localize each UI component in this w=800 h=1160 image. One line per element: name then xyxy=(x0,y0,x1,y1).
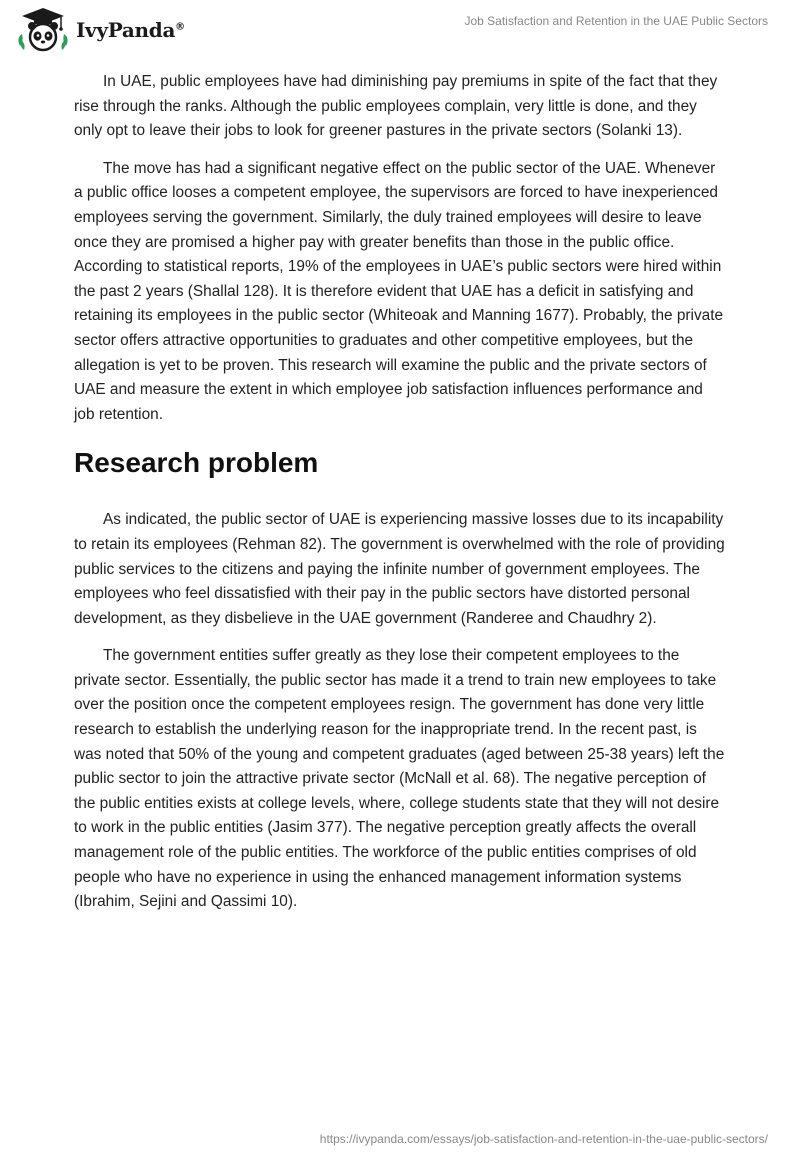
paragraph: In UAE, public employees have had diminishing pay premiums in spite of the fact that they rise through the ranks. Although the public employees complain, very little is done, and they only opt to leave their jobs to look for greener pastures in the private sectors (Solanki 13). xyxy=(74,73,718,140)
paragraph: The government entities suffer greatly as they lose their competent employees to the private sector. Essentially, the public sector has made it a trend to train new employees to take over the position once the competent employees resign. The government has done very little research to establish the underlying reason for the inappropriate trend. In the recent past, is was noted that 50% of the young and competent graduates (aged between 25-38 years) left the public sector to join the attractive private sector (McNall et al. 68). The negative perception of the public entities exists at college levels, where, college students state that they will not desire to work in the public entities (Jasim 377). The negative perception greatly affects the overall management role of the public entities. The workforce of the public entities comprises of old people who have no experience in using the enhanced management information systems (Ibrahim, Sejini and Qassimi 10). xyxy=(74,647,725,911)
panda-logo-icon xyxy=(14,6,72,54)
section-heading: Research problem xyxy=(74,447,319,479)
essay-content xyxy=(74,70,726,928)
logo-name: IvyPanda xyxy=(76,18,176,42)
paragraph: As indicated, the public sector of UAE is experiencing massive losses due to its incapability to retain its employees (Rehman 82). The government is overwhelmed with the role of providing public services to the citizens and paying the infinite number of government employees. The employees who feel dissatisfied with their pay in the public sectors have distorted personal development, as they disbelieve in the UAE government (Randeree and Chaudhry 2). xyxy=(74,511,725,627)
logo-registered-mark: ® xyxy=(175,21,185,33)
source-url[interactable]: https://ivypanda.com/essays/job-satisfaction-and-retention-in-the-uae-public-sectors/ xyxy=(319,1132,768,1146)
ivypanda-logo[interactable] xyxy=(14,6,185,54)
page-header xyxy=(0,0,800,60)
logo-wordmark xyxy=(76,18,185,42)
document-title: Job Satisfaction and Retention in the UAE Public Sectors xyxy=(464,14,768,28)
paragraph: The move has had a significant negative effect on the public sector of the UAE. Whenever a public office looses a competent employee, the supervisors are forced to have inexperienced employees serving the government. Similarly, the duly trained employees will desire to leave once they are promised a higher pay with greater benefits than those in the public office. According to statistical reports, 19% of the employees in UAE’s public sectors were hired within the past 2 years (Shallal 128). It is therefore evident that UAE has a deficit in satisfying and retaining its employees in the public sector (Whiteoak and Manning 1677). Probably, the private sector offers attractive opportunities to graduates and other competitive employees, but the allegation is yet to be proven. This research will examine the public and the private sectors of UAE and measure the extent in which employee job satisfaction influences performance and job retention. xyxy=(74,159,724,423)
